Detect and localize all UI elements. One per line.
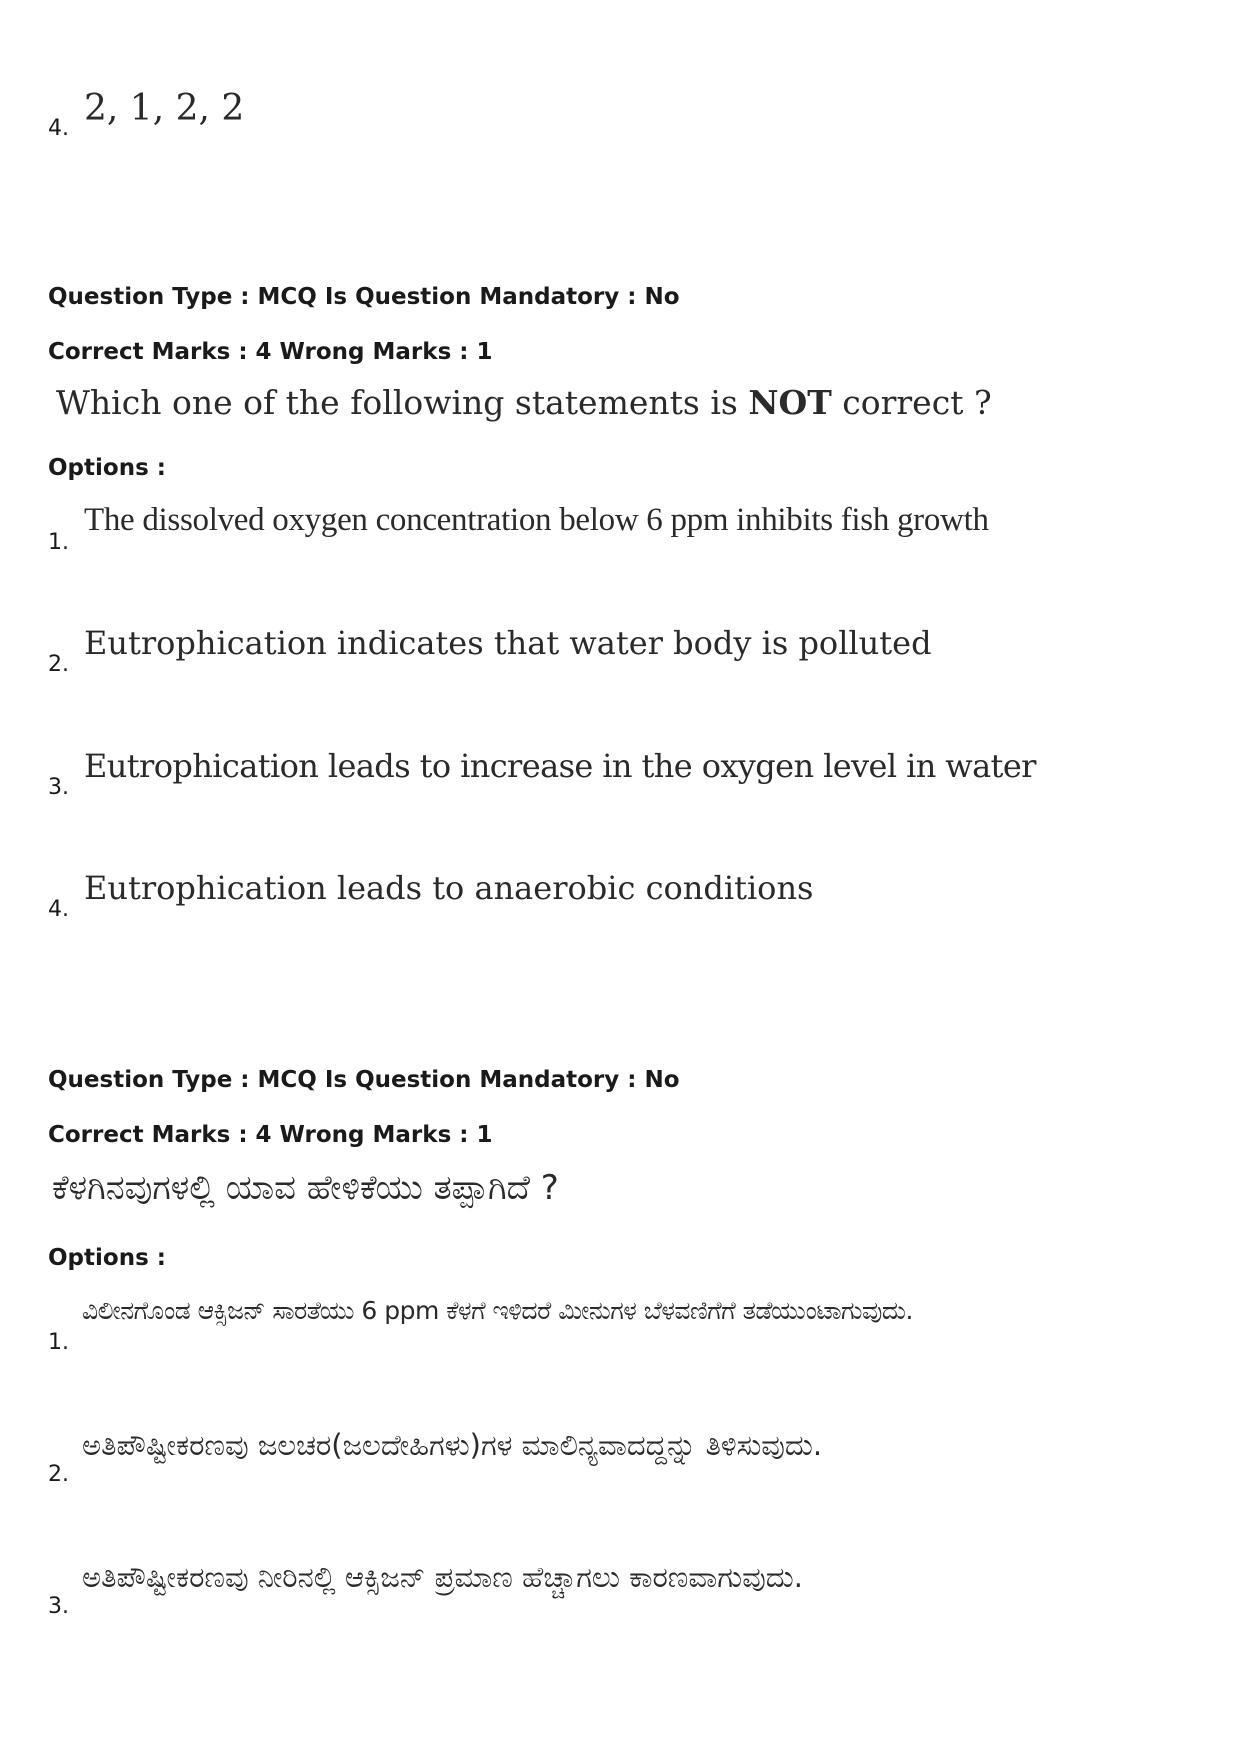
question2-option-1-number: 1. bbox=[48, 1330, 69, 1355]
question2-options-label: Options : bbox=[48, 1245, 166, 1271]
question2-marks-line: Correct Marks : 4 Wrong Marks : 1 bbox=[48, 1122, 493, 1148]
question1-option-4-number: 4. bbox=[48, 897, 69, 922]
prev-option-4-number: 4. bbox=[48, 116, 69, 141]
question1-option-3-text: Eutrophication leads to increase in the oxygen level in water bbox=[84, 747, 1036, 785]
question1-option-1-text: The dissolved oxygen concentration below 6 ppm inhibits fish growth bbox=[84, 502, 989, 538]
question1-text bbox=[56, 383, 992, 422]
question2-option-2-text: ಅತಿಪೌಷ್ಟೀಕರಣವು ಜಲಚರ(ಜಲದೇಹಿಗಳು)ಗಳ ಮಾಲಿನ್ಯವಾದದ್ದನ್ನು ತಿಳಿಸುವುದು. bbox=[82, 1428, 823, 1462]
question1-option-2-text: Eutrophication indicates that water body is polluted bbox=[84, 624, 932, 662]
question1-text-after: correct ? bbox=[831, 383, 992, 422]
question2-text: ಕೆಳಗಿನವುಗಳಲ್ಲಿ ಯಾವ ಹೇಳಿಕೆಯು ತಪ್ಪಾಗಿದೆ ? bbox=[52, 1168, 559, 1208]
question1-option-3-number: 3. bbox=[48, 775, 69, 800]
question2-type-line: Question Type : MCQ Is Question Mandatory : No bbox=[48, 1067, 680, 1093]
question1-options-label: Options : bbox=[48, 455, 166, 481]
question1-option-1-number: 1. bbox=[48, 530, 69, 555]
question1-marks-line: Correct Marks : 4 Wrong Marks : 1 bbox=[48, 339, 493, 365]
question2-option-3-text: ಅತಿಪೌಷ್ಟೀಕರಣವು ನೀರಿನಲ್ಲಿ ಆಕ್ಸಿಜನ್ ಪ್ರಮಾಣ ಹೆಚ್ಚಾಗಲು ಕಾರಣವಾಗುವುದು. bbox=[82, 1560, 803, 1594]
question2-option-3-number: 3. bbox=[48, 1594, 69, 1619]
question2-option-2-number: 2. bbox=[48, 1462, 69, 1487]
question2-option-1-text: ವಿಲೀನಗೊಂಡ ಆಕ್ಸಿಜನ್ ಸಾರತೆಯು 6 ppm ಕೆಳಗೆ ಇಳಿದರೆ ಮೀನುಗಳ ಬೆಳವಣಿಗೆಗೆ ತಡೆಯುಂಟಾಗುವುದು. bbox=[82, 1296, 913, 1325]
prev-option-4-text: 2, 1, 2, 2 bbox=[84, 88, 245, 129]
question1-text-before: Which one of the following statements is bbox=[56, 383, 749, 422]
question1-text-bold: NOT bbox=[748, 383, 832, 422]
question1-type-line: Question Type : MCQ Is Question Mandatory : No bbox=[48, 284, 680, 310]
question1-option-2-number: 2. bbox=[48, 652, 69, 677]
question1-option-4-text: Eutrophication leads to anaerobic conditions bbox=[84, 869, 814, 907]
